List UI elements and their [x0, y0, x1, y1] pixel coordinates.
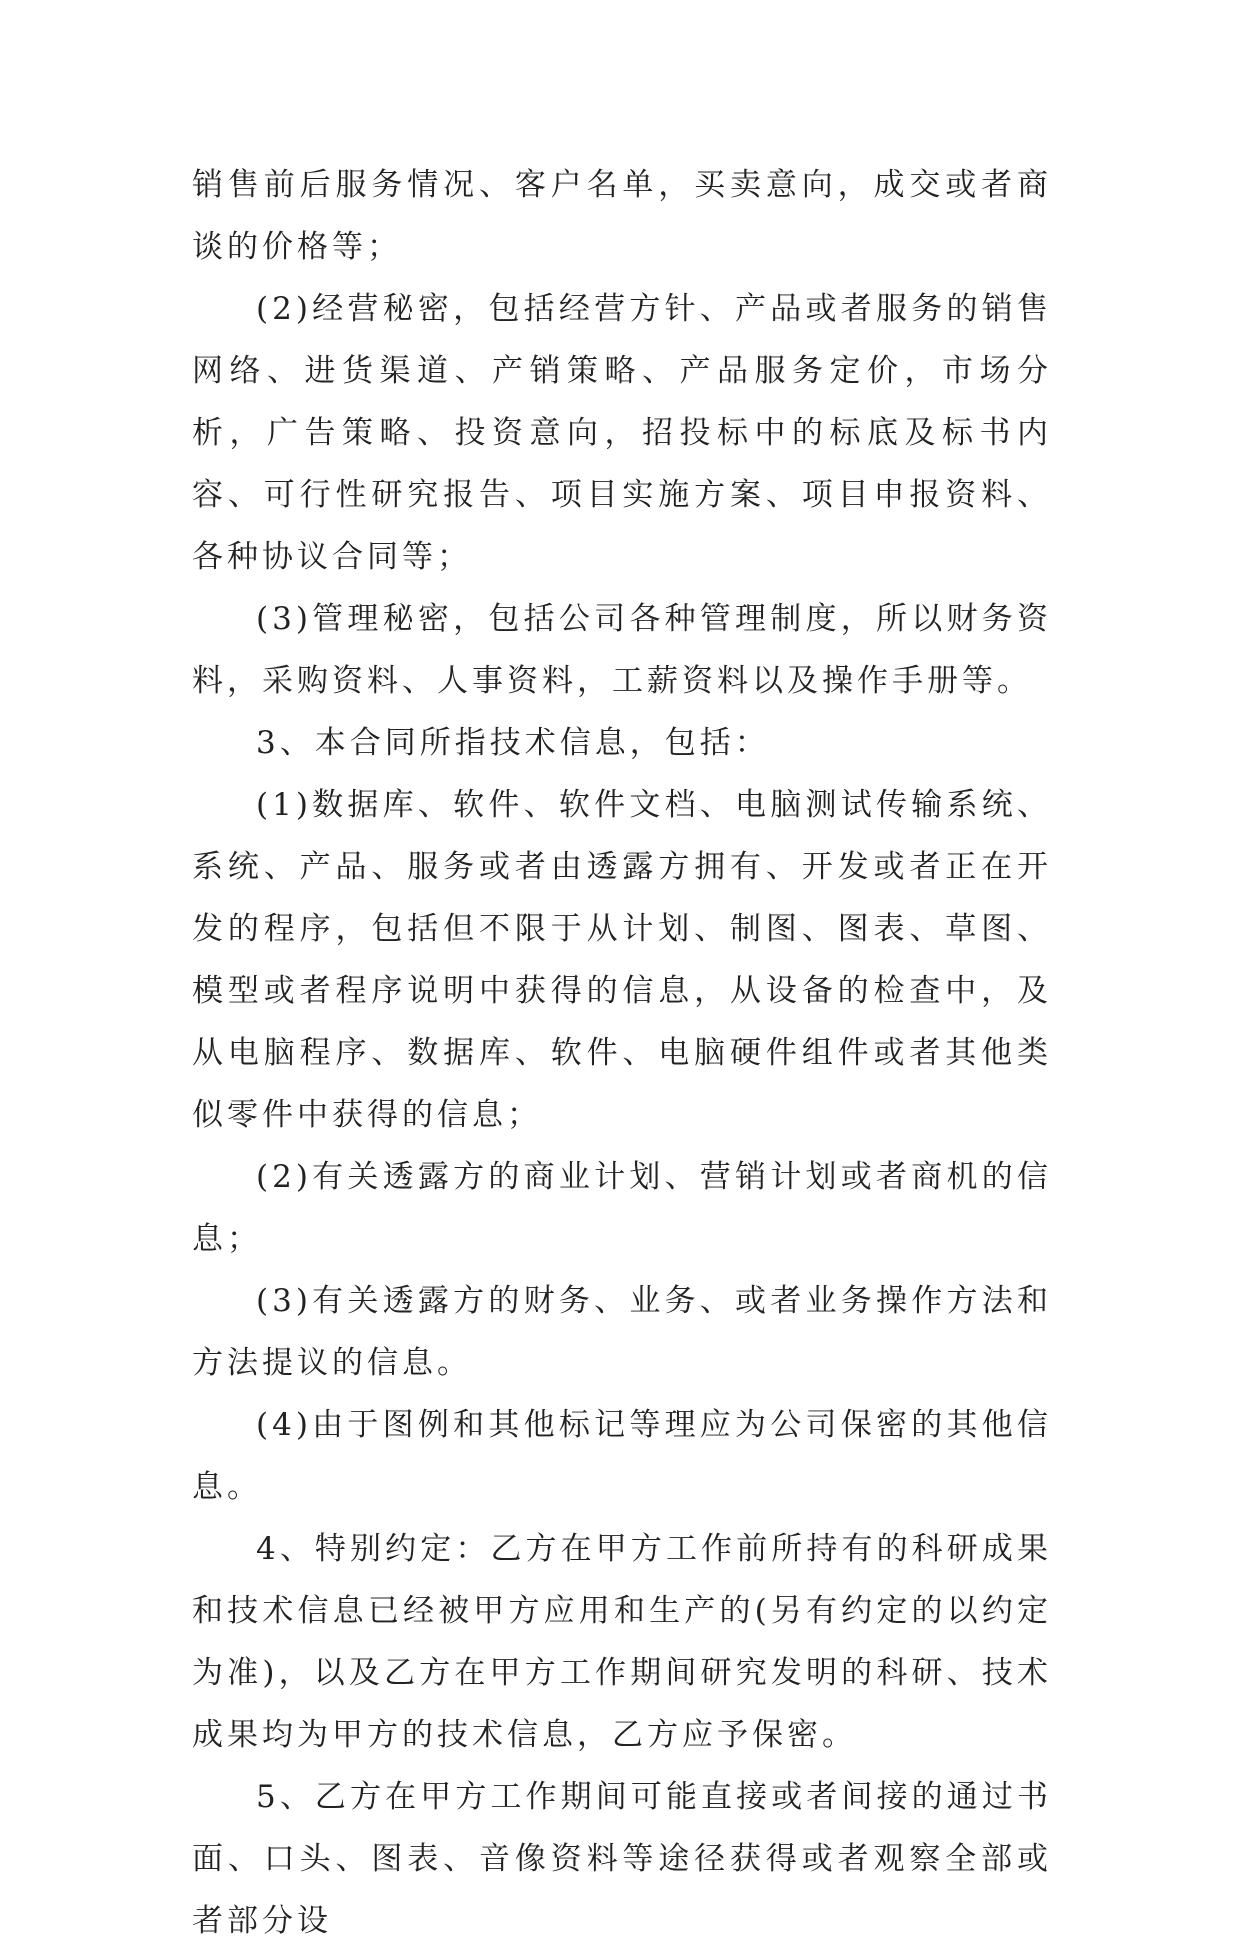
document-body — [192, 154, 1052, 1952]
paragraph-technical-info-1: (1)数据库、软件、软件文档、电脑测试传输系统、系统、产品、服务或者由透露方拥有、开发或者正在开发的程序，包括但不限于从计划、制图、图表、草图、模型或者程序说明中获得的信息，从设备的检查中，及从电脑程序、数据库、软件、电脑硬件组件或者其他类似零件中获得的信息； — [192, 787, 1052, 1133]
paragraph-management-secret: (3)管理秘密，包括公司各种管理制度，所以财务资料，采购资料、人事资料，工薪资料以及操作手册等。 — [192, 601, 1052, 699]
paragraph-special-agreement: 4、特别约定：乙方在甲方工作前所持有的科研成果和技术信息已经被甲方应用和生产的(另有约定的以约定为准)，以及乙方在甲方工作期间研究发明的科研、技术成果均为甲方的技术信息，乙方应予保密。 — [192, 1531, 1052, 1753]
paragraph-technical-info-4: (4)由于图例和其他标记等理应为公司保密的其他信息。 — [192, 1407, 1052, 1505]
paragraph-technical-info-3: (3)有关透露方的财务、业务、或者业务操作方法和方法提议的信息。 — [192, 1283, 1052, 1381]
paragraph: 销售前后服务情况、客户名单，买卖意向，成交或者商谈的价格等； — [192, 167, 1052, 265]
paragraph-clause-5: 5、乙方在甲方工作期间可能直接或者间接的通过书面、口头、图表、音像资料等途径获得或者观察全部或者部分设 — [192, 1779, 1052, 1939]
paragraph-technical-info-heading: 3、本合同所指技术信息，包括： — [256, 725, 770, 761]
paragraph-business-secret: (2)经营秘密，包括经营方针、产品或者服务的销售网络、进货渠道、产销策略、产品服务定价，市场分析，广告策略、投资意向，招投标中的标底及标书内容、可行性研究报告、项目实施方案、项目申报资料、各种协议合同等； — [192, 291, 1052, 575]
paragraph-technical-info-2: (2)有关透露方的商业计划、营销计划或者商机的信息； — [192, 1159, 1052, 1257]
